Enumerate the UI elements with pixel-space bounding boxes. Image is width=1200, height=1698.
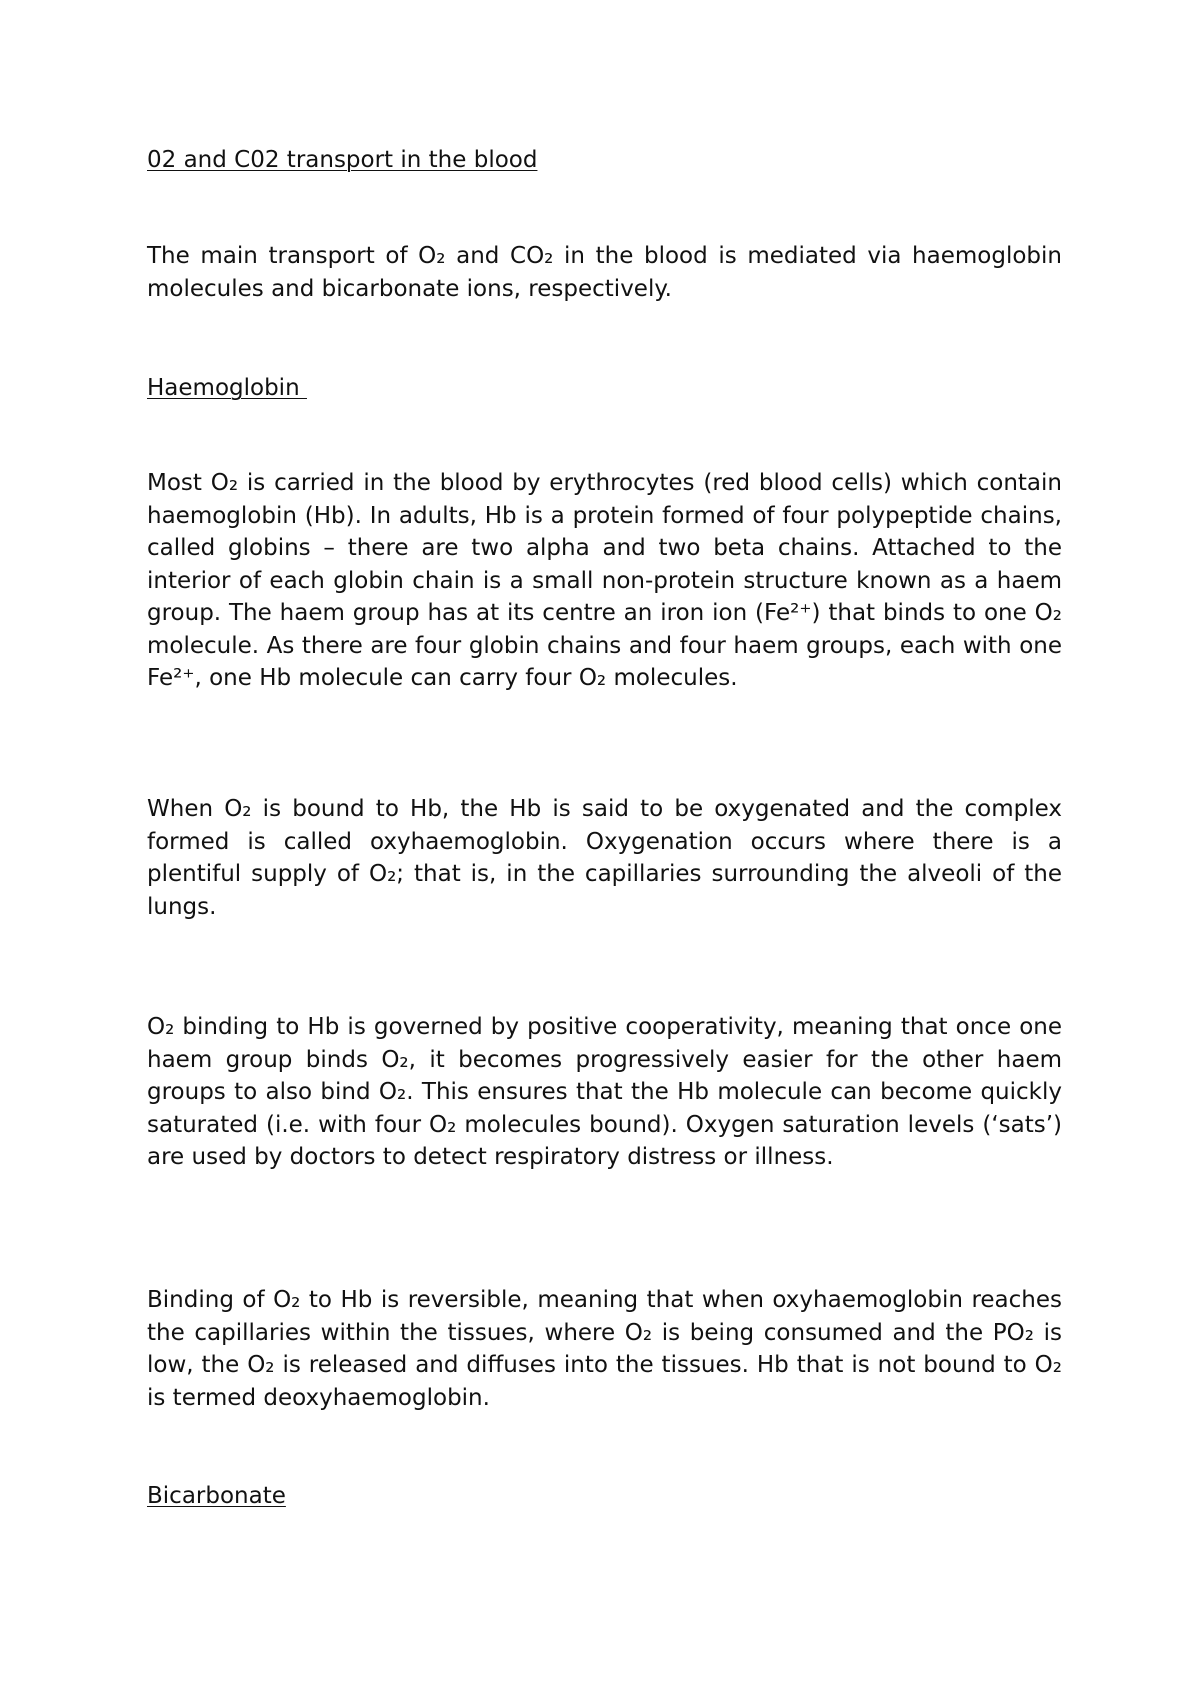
haemoglobin-paragraph-oxygenation: When O₂ is bound to Hb, the Hb is said to be oxygenated and the complex formed is called oxyhaemoglobin. Oxygenation occurs where there is a plentiful supply of O₂; that is, in the capillaries surrounding the alveoli of the lungs.: [147, 796, 1062, 920]
intro-paragraph: The main transport of O₂ and CO₂ in the blood is mediated via haemoglobin molecules and bicarbonate ions, respectively.: [147, 243, 1062, 302]
haemoglobin-heading: Haemoglobin: [147, 375, 307, 401]
bicarbonate-heading: Bicarbonate: [147, 1483, 286, 1509]
haemoglobin-paragraph-cooperativity: O₂ binding to Hb is governed by positive cooperativity, meaning that once one haem group binds O₂, it becomes progressively easier for the other haem groups to also bind O₂. This ensures that the Hb molecule can become quickly saturated (i.e. with four O₂ molecules bound). Oxygen saturation levels (‘sats’) are used by doctors to detect respiratory distress or illness.: [147, 1014, 1062, 1170]
document-title: 02 and C02 transport in the blood: [147, 147, 538, 173]
haemoglobin-paragraph-reversibility: Binding of O₂ to Hb is reversible, meaning that when oxyhaemoglobin reaches the capillaries within the tissues, where O₂ is being consumed and the PO₂ is low, the O₂ is released and diffuses into the tissues. Hb that is not bound to O₂ is termed deoxyhaemoglobin.: [147, 1287, 1062, 1411]
haemoglobin-paragraph-structure: Most O₂ is carried in the blood by erythrocytes (red blood cells) which contain haemoglobin (Hb). In adults, Hb is a protein formed of four polypeptide chains, called globins – there are two alpha and two beta chains. Attached to the interior of each globin chain is a small non-protein structure known as a haem group. The haem group has at its centre an iron ion (Fe²⁺) that binds to one O₂ molecule. As there are four globin chains and four haem groups, each with one Fe²⁺, one Hb molecule can carry four O₂ molecules.: [147, 470, 1062, 691]
